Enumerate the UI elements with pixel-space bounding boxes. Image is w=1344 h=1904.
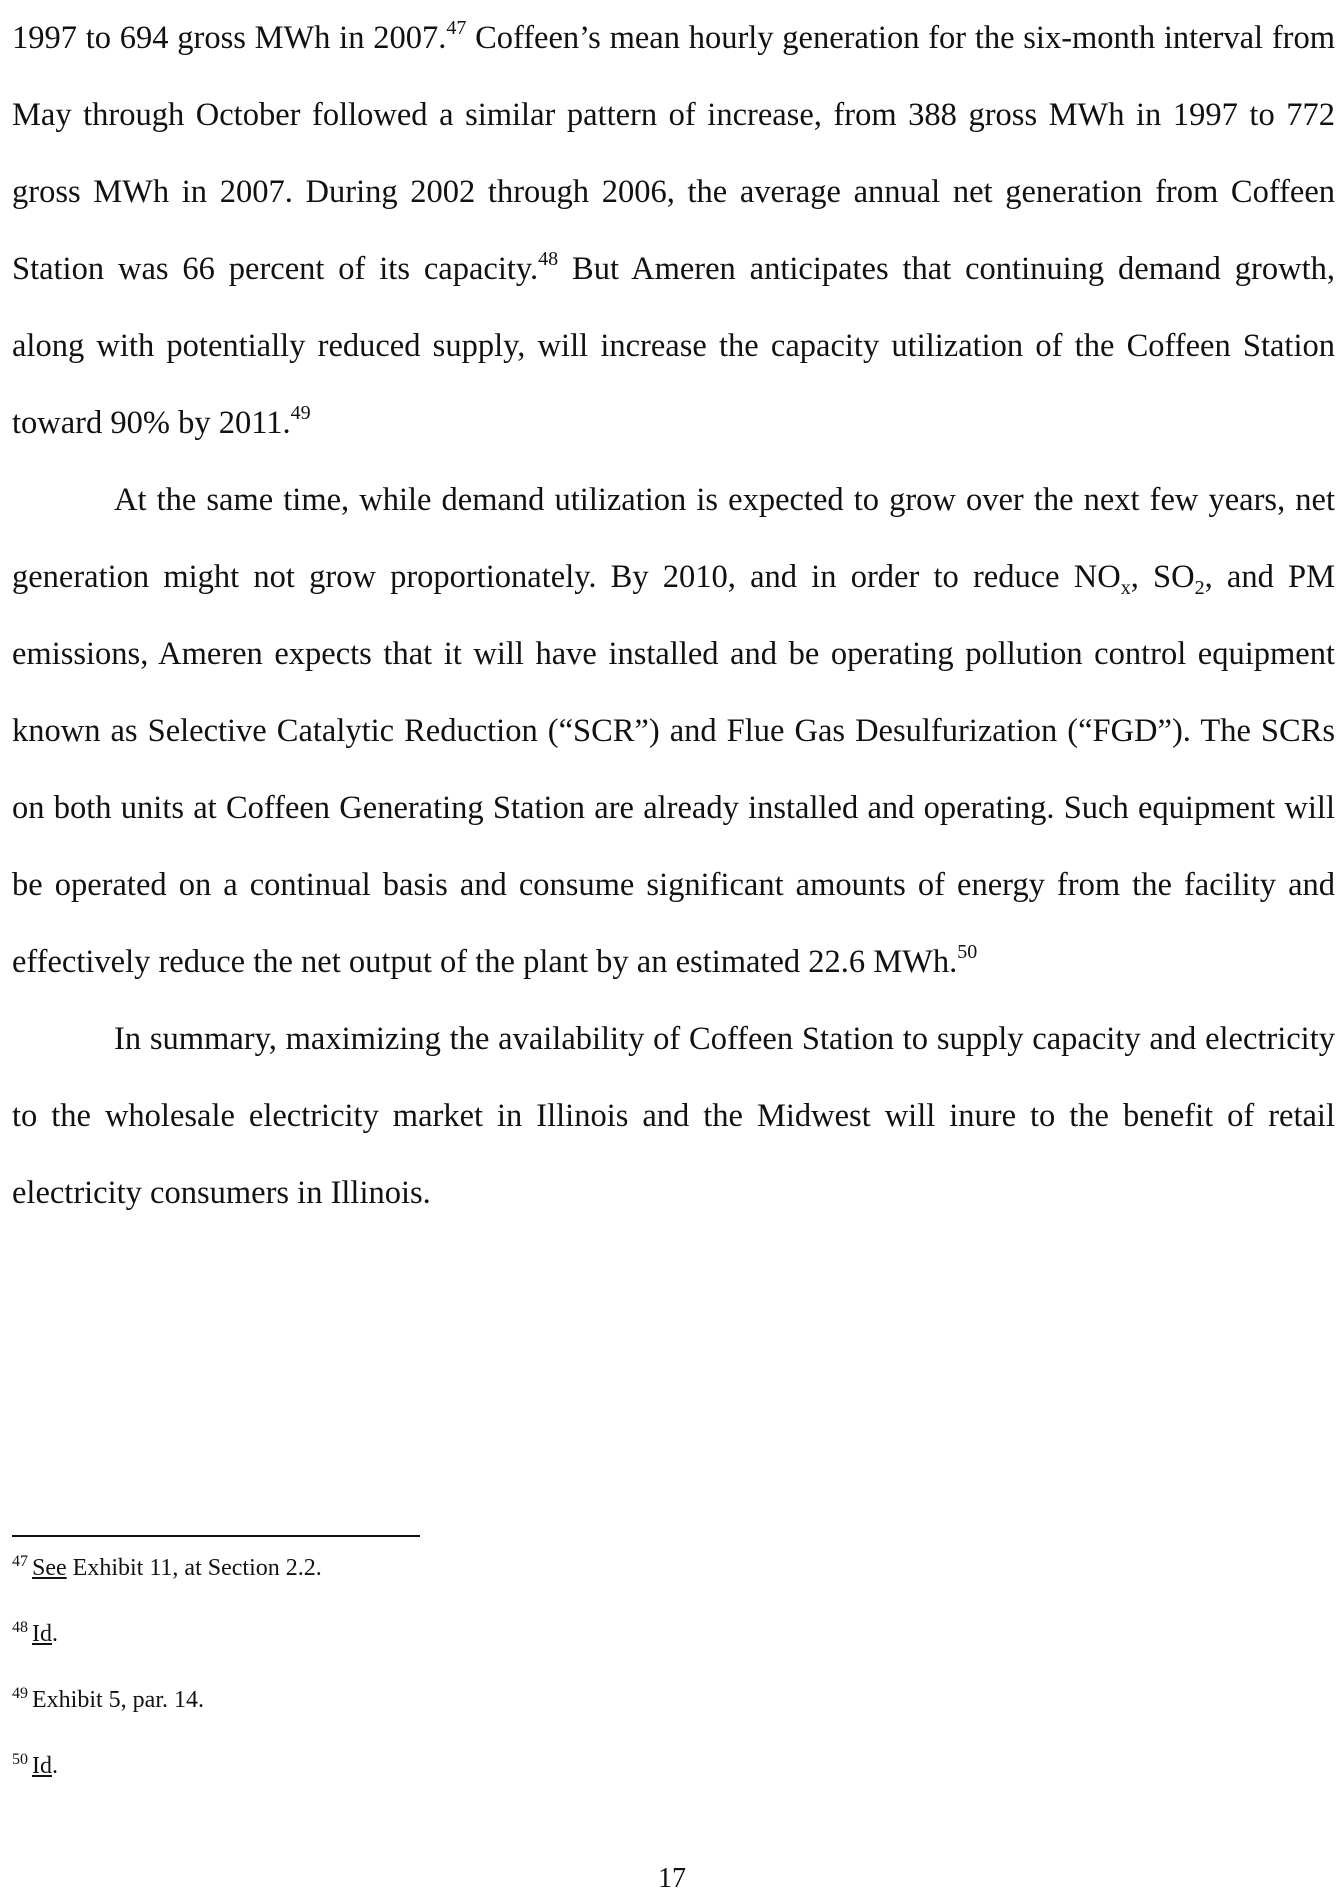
footnote-number: 49	[12, 1685, 28, 1702]
footnote-number: 50	[12, 1751, 28, 1768]
paragraph-1-part-a: 1997 to 694 gross MWh in 2007.	[12, 20, 447, 56]
footnote-separator	[12, 1535, 420, 1537]
paragraph-2	[12, 462, 1335, 1001]
footnote-citation-signal: Id	[32, 1621, 52, 1647]
footnote-citation-signal: See	[32, 1555, 67, 1581]
page-number: 17	[658, 1863, 686, 1894]
footnote-49	[12, 1680, 912, 1746]
footnote-text: .	[52, 1621, 58, 1647]
footnote-ref-48[interactable]: 48	[538, 248, 559, 270]
subscript-x: x	[1120, 577, 1131, 599]
paragraph-2-part-b: , SO	[1130, 559, 1195, 595]
footnote-ref-50[interactable]: 50	[957, 941, 978, 963]
footnote-number: 48	[12, 1619, 28, 1636]
footnotes	[12, 1548, 912, 1812]
footnote-text: Exhibit 11, at Section 2.2.	[66, 1555, 322, 1581]
footnote-number: 47	[12, 1553, 28, 1570]
paragraph-1-part-c: But Ameren anticipates that continuing demand growth, along with potentially reduced supply, will increase the capacity utilization of the Coffeen Station toward 90% by 2011.	[12, 251, 1336, 441]
footnote-text: Exhibit 5, par. 14.	[32, 1687, 204, 1713]
footnote-text: .	[52, 1753, 58, 1779]
footnote-47	[12, 1548, 912, 1614]
paragraph-3: In summary, maximizing the availability of Coffeen Station to supply capacity and electricity to the wholesale electricity market in Illinois and the Midwest will inure to the benefit of retail electricity consumers in Illinois.	[12, 1021, 1335, 1211]
body-text	[12, 0, 1335, 1232]
paragraph-2-part-c: , and PM emissions, Ameren expects that it will have installed and be operating pollution control equipment known as Selective Catalytic Reduction (“SCR”) and Flue Gas Desulfurization (“FGD”). The SCRs on both units at Coffeen Generating Station are already installed and operating. Such equipment will be operated on a continual basis and consume significant amounts of energy from the facility and effectively reduce the net output of the plant by an estimated 22.6 MWh.	[12, 559, 1336, 980]
footnote-50	[12, 1746, 912, 1812]
paragraph-1	[12, 0, 1335, 462]
footnote-citation-signal: Id	[32, 1753, 52, 1779]
footnote-ref-49[interactable]: 49	[290, 402, 311, 424]
footnote-48	[12, 1614, 912, 1680]
paragraph-2-part-a: At the same time, while demand utilization is expected to grow over the next few years, net generation might not grow proportionately. By 2010, and in order to reduce NO	[12, 482, 1335, 595]
subscript-2: 2	[1194, 577, 1205, 599]
footnote-ref-47[interactable]: 47	[446, 17, 467, 39]
paragraph-1-part-b: Coffeen’s mean hourly generation for the six-month interval from May through October followed a similar pattern of increase, from 388 gross MWh in 1997 to 772 gross MWh in 2007. During 2002 through 2006, the average annual net generation from Coffeen Station was 66 percent of its capacity.	[12, 20, 1336, 287]
